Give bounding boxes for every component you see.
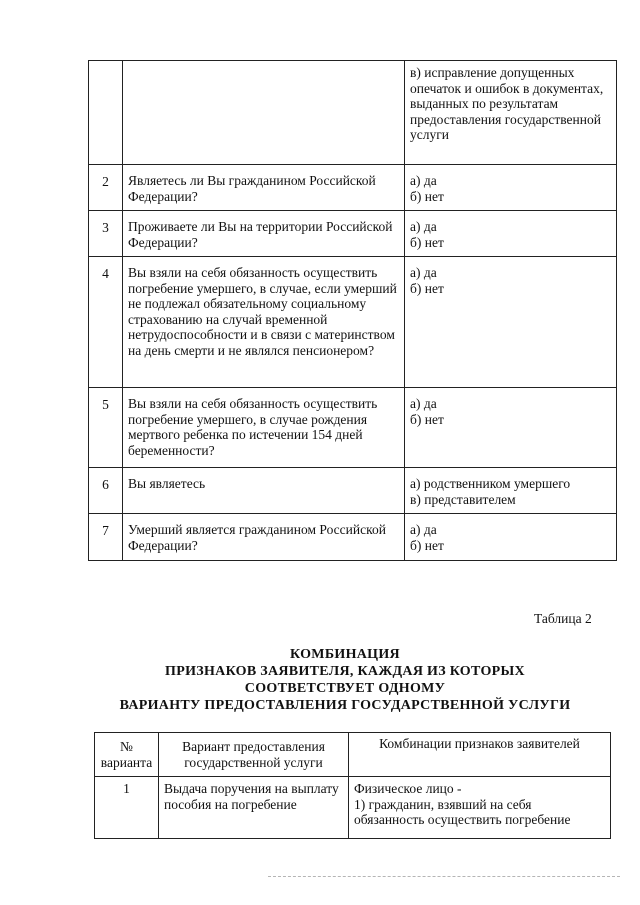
- table-row: [89, 514, 617, 561]
- column-header-combinations: Комбинации признаков заявителей: [349, 733, 611, 777]
- table-caption: Таблица 2: [534, 611, 592, 626]
- answer-cell: а) родственником умершего в) представителем: [405, 468, 617, 514]
- variant-cell: Выдача поручения на выплату пособия на погребение: [159, 777, 349, 839]
- table-row: [95, 777, 611, 839]
- variants-table: [94, 732, 611, 839]
- section-title: КОМБИНАЦИЯ ПРИЗНАКОВ ЗАЯВИТЕЛЯ, КАЖДАЯ ИЗ КОТОРЫХ СООТВЕТСТВУЕТ ОДНОМУ ВАРИАНТУ ПРЕДОСТАВЛЕНИЯ ГОСУДАРСТВЕННОЙ УСЛУГИ: [119, 647, 571, 713]
- answer-cell: а) да б) нет: [405, 388, 617, 468]
- question-cell: Вы взяли на себя обязанность осуществить погребение умершего, в случае, если умерший не подлежал обязательному социальному страхованию на случай временной нетрудоспособности и в связи с материнством на день смерти и не являлся пенсионером?: [123, 257, 405, 388]
- row-number: 6: [89, 468, 123, 514]
- row-number: [89, 61, 123, 165]
- question-cell: [123, 61, 405, 165]
- answer-cell: а) да б) нет: [405, 211, 617, 257]
- column-header-number: № варианта: [95, 733, 159, 777]
- table-row: [89, 257, 617, 388]
- answer-cell: а) да б) нет: [405, 257, 617, 388]
- row-number: 5: [89, 388, 123, 468]
- combination-cell: Физическое лицо - 1) гражданин, взявший на себя обязанность осуществить погребение: [349, 777, 611, 839]
- table-row: [89, 211, 617, 257]
- question-cell: Проживаете ли Вы на территории Российской Федерации?: [123, 211, 405, 257]
- question-cell: Вы являетесь: [123, 468, 405, 514]
- column-header-variant: Вариант предоставления государственной услуги: [159, 733, 349, 777]
- table-row: [89, 61, 617, 165]
- page-bottom-divider: [268, 876, 620, 877]
- questions-table: [88, 60, 617, 561]
- answer-cell: а) да б) нет: [405, 514, 617, 561]
- question-cell: Являетесь ли Вы гражданином Российской Федерации?: [123, 165, 405, 211]
- row-number: 4: [89, 257, 123, 388]
- row-number: 3: [89, 211, 123, 257]
- table-row: [89, 388, 617, 468]
- question-cell: Умерший является гражданином Российской Федерации?: [123, 514, 405, 561]
- answer-cell: в) исправление допущенных опечаток и ошибок в документах, выданных по результатам предоставления государственной услуги: [405, 61, 617, 165]
- question-cell: Вы взяли на себя обязанность осуществить погребение умершего, в случае рождения мертвого ребенка по истечении 154 дней беременности?: [123, 388, 405, 468]
- table-header-row: [95, 733, 611, 777]
- table-row: [89, 165, 617, 211]
- variant-number: 1: [95, 777, 159, 839]
- row-number: 7: [89, 514, 123, 561]
- row-number: 2: [89, 165, 123, 211]
- answer-cell: а) да б) нет: [405, 165, 617, 211]
- table-row: [89, 468, 617, 514]
